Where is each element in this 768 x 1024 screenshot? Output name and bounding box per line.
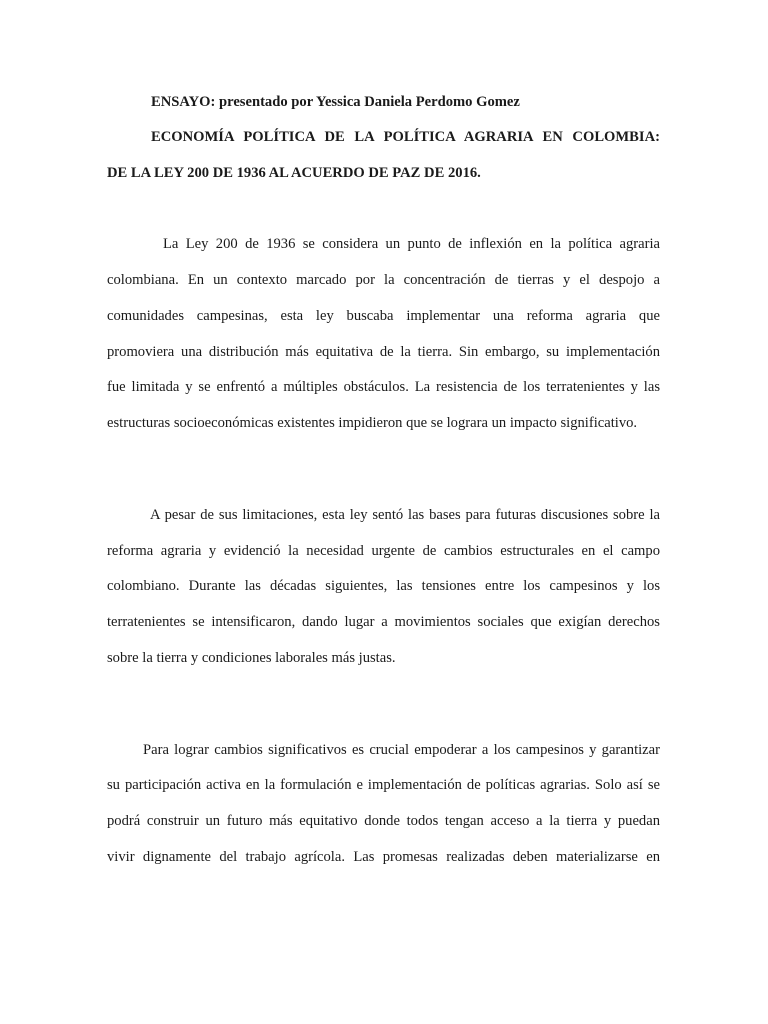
paragraph-line: podrá construir un futuro más equitativo donde todos tengan acceso a la tierra y puedan: [107, 813, 660, 829]
essay-author-line: ENSAYO: presentado por Yessica Daniela Perdomo Gomez: [151, 94, 520, 110]
essay-title-line-1: ECONOMÍA POLÍTICA DE LA POLÍTICA AGRARIA EN COLOMBIA:: [151, 129, 660, 145]
paragraph-line: reforma agraria y evidenció la necesidad urgente de cambios estructurales en el campo: [107, 543, 660, 559]
paragraph-line: fue limitada y se enfrentó a múltiples obstáculos. La resistencia de los terratenientes y las: [107, 379, 660, 395]
paragraph-line: A pesar de sus limitaciones, esta ley sentó las bases para futuras discusiones sobre la: [150, 507, 660, 523]
paragraph-line: colombiana. En un contexto marcado por la concentración de tierras y el despojo a: [107, 272, 660, 288]
paragraph-line: Para lograr cambios significativos es crucial empoderar a los campesinos y garantizar: [143, 742, 660, 758]
paragraph-line: terratenientes se intensificaron, dando lugar a movimientos sociales que exigían derechos: [107, 614, 660, 630]
paragraph-line: sobre la tierra y condiciones laborales más justas.: [107, 650, 396, 666]
paragraph-line: promoviera una distribución más equitativa de la tierra. Sin embargo, su implementación: [107, 344, 660, 360]
paragraph-line: La Ley 200 de 1936 se considera un punto de inflexión en la política agraria: [163, 236, 660, 252]
paragraph-line: vivir dignamente del trabajo agrícola. Las promesas realizadas deben materializarse en: [107, 849, 660, 865]
paragraph-line: colombiano. Durante las décadas siguientes, las tensiones entre los campesinos y los: [107, 578, 660, 594]
paragraph-line: estructuras socioeconómicas existentes impidieron que se lograra un impacto significativo.: [107, 415, 638, 431]
paragraph-line: comunidades campesinas, esta ley buscaba implementar una reforma agraria que: [107, 308, 660, 324]
essay-title-line-2: DE LA LEY 200 DE 1936 AL ACUERDO DE PAZ DE 2016.: [107, 165, 481, 181]
paragraph-line: su participación activa en la formulación e implementación de políticas agrarias. Solo así se: [107, 777, 660, 793]
